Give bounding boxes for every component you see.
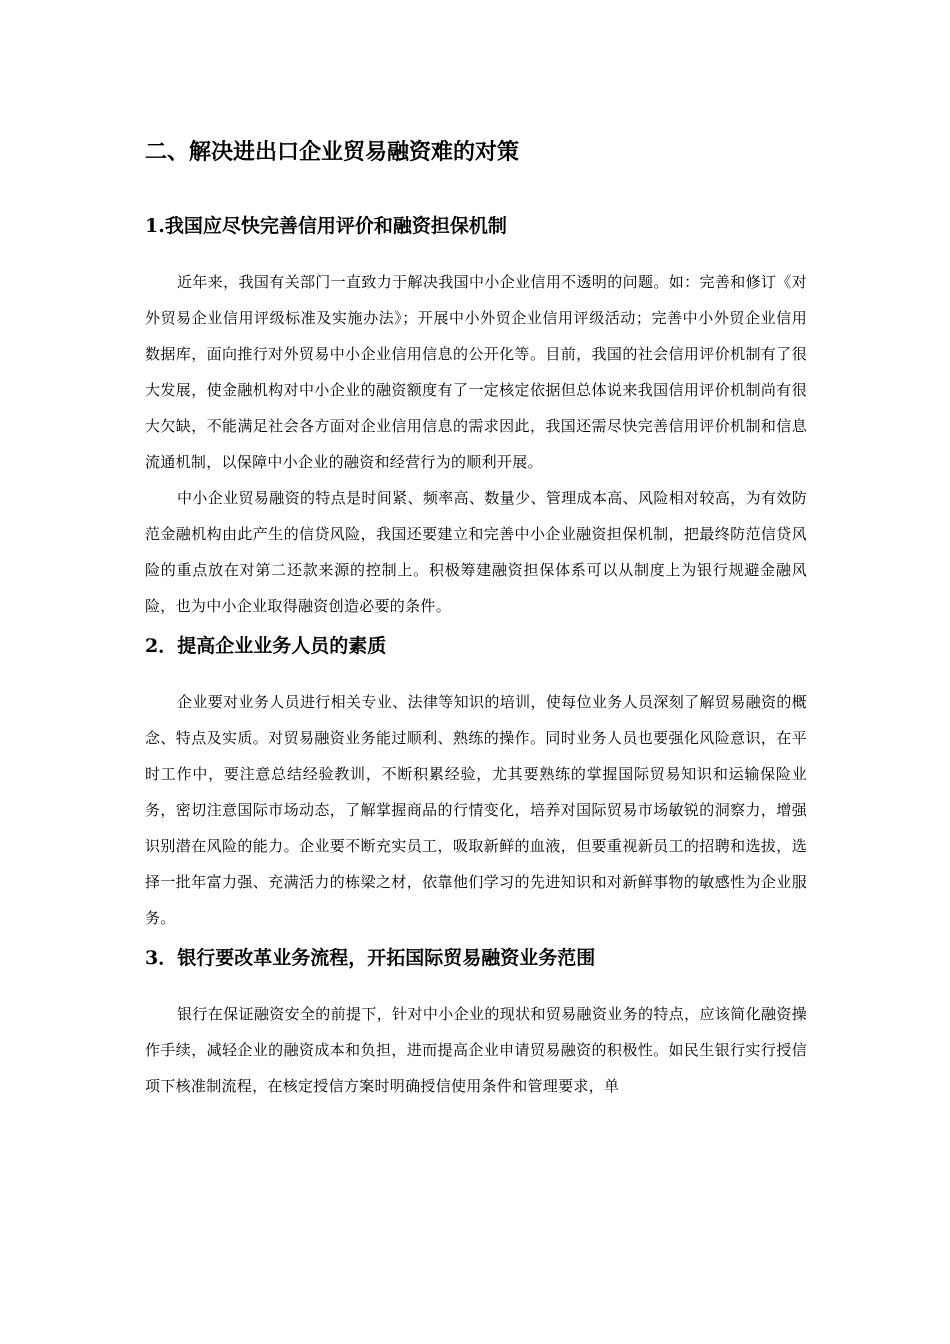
- section-1: [145, 206, 807, 624]
- paragraph: 中小企业贸易融资的特点是时间紧、频率高、数量少、管理成本高、风险相对较高，为有效防范金融机构由此产生的信贷风险，我国还要建立和完善中小企业融资担保机制，把最终防范信贷风险的重点放在对第二还款来源的控制上。积极筹建融资担保体系可以从制度上为银行规避金融风险，也为中小企业取得融资创造必要的条件。: [145, 489, 807, 615]
- document-title: 二、解决进出口企业贸易融资难的对策: [145, 139, 520, 165]
- document-body: [145, 132, 807, 1104]
- section-heading: 3．银行要改革业务流程，开拓国际贸易融资业务范围: [145, 947, 596, 969]
- section-2: [145, 626, 807, 936]
- paragraph: 近年来，我国有关部门一直致力于解决我国中小企业信用不透明的问题。如：完善和修订《对外贸易企业信用评级标准及实施办法》；开展中小外贸企业信用评级活动；完善中小外贸企业信用数据库，面向推行对外贸易中小企业信用信息的公开化等。目前，我国的社会信用评价机制有了很大发展，使金融机构对中小企业的融资额度有了一定核定依据但总体说来我国信用评价机制尚有很大欠缺，不能满足社会各方面对企业信用信息的需求因此，我国还需尽快完善信用评价机制和信息流通机制，以保障中小企业的融资和经营行为的顺利开展。: [145, 273, 807, 471]
- section-3: [145, 938, 807, 1104]
- section-heading: 2．提高企业业务人员的素质: [145, 635, 387, 657]
- paragraph: 银行在保证融资安全的前提下，针对中小企业的现状和贸易融资业务的特点，应该简化融资操作手续，减轻企业的融资成本和负担，进而提高企业申请贸易融资的积极性。如民生银行实行授信项下核准制流程，在核定授信方案时明确授信使用条件和管理要求，单: [145, 1005, 807, 1095]
- section-heading: 1.我国应尽快完善信用评价和融资担保机制: [145, 215, 507, 237]
- paragraph: 企业要对业务人员进行相关专业、法律等知识的培训，使每位业务人员深刻了解贸易融资的概念、特点及实质。对贸易融资业务能过顺利、熟练的操作。同时业务人员也要强化风险意识，在平时工作中，要注意总结经验教训，不断积累经验，尤其要熟练的掌握国际贸易知识和运输保险业务，密切注意国际市场动态，了解掌握商品的行情变化，培养对国际贸易市场敏锐的洞察力，增强识别潜在风险的能力。企业要不断充实员工，吸取新鲜的血液，但要重视新员工的招聘和选拔，选择一批年富力强、充满活力的栋梁之材，依靠他们学习的先进知识和对新鲜事物的敏感性为企业服务。: [145, 693, 807, 927]
